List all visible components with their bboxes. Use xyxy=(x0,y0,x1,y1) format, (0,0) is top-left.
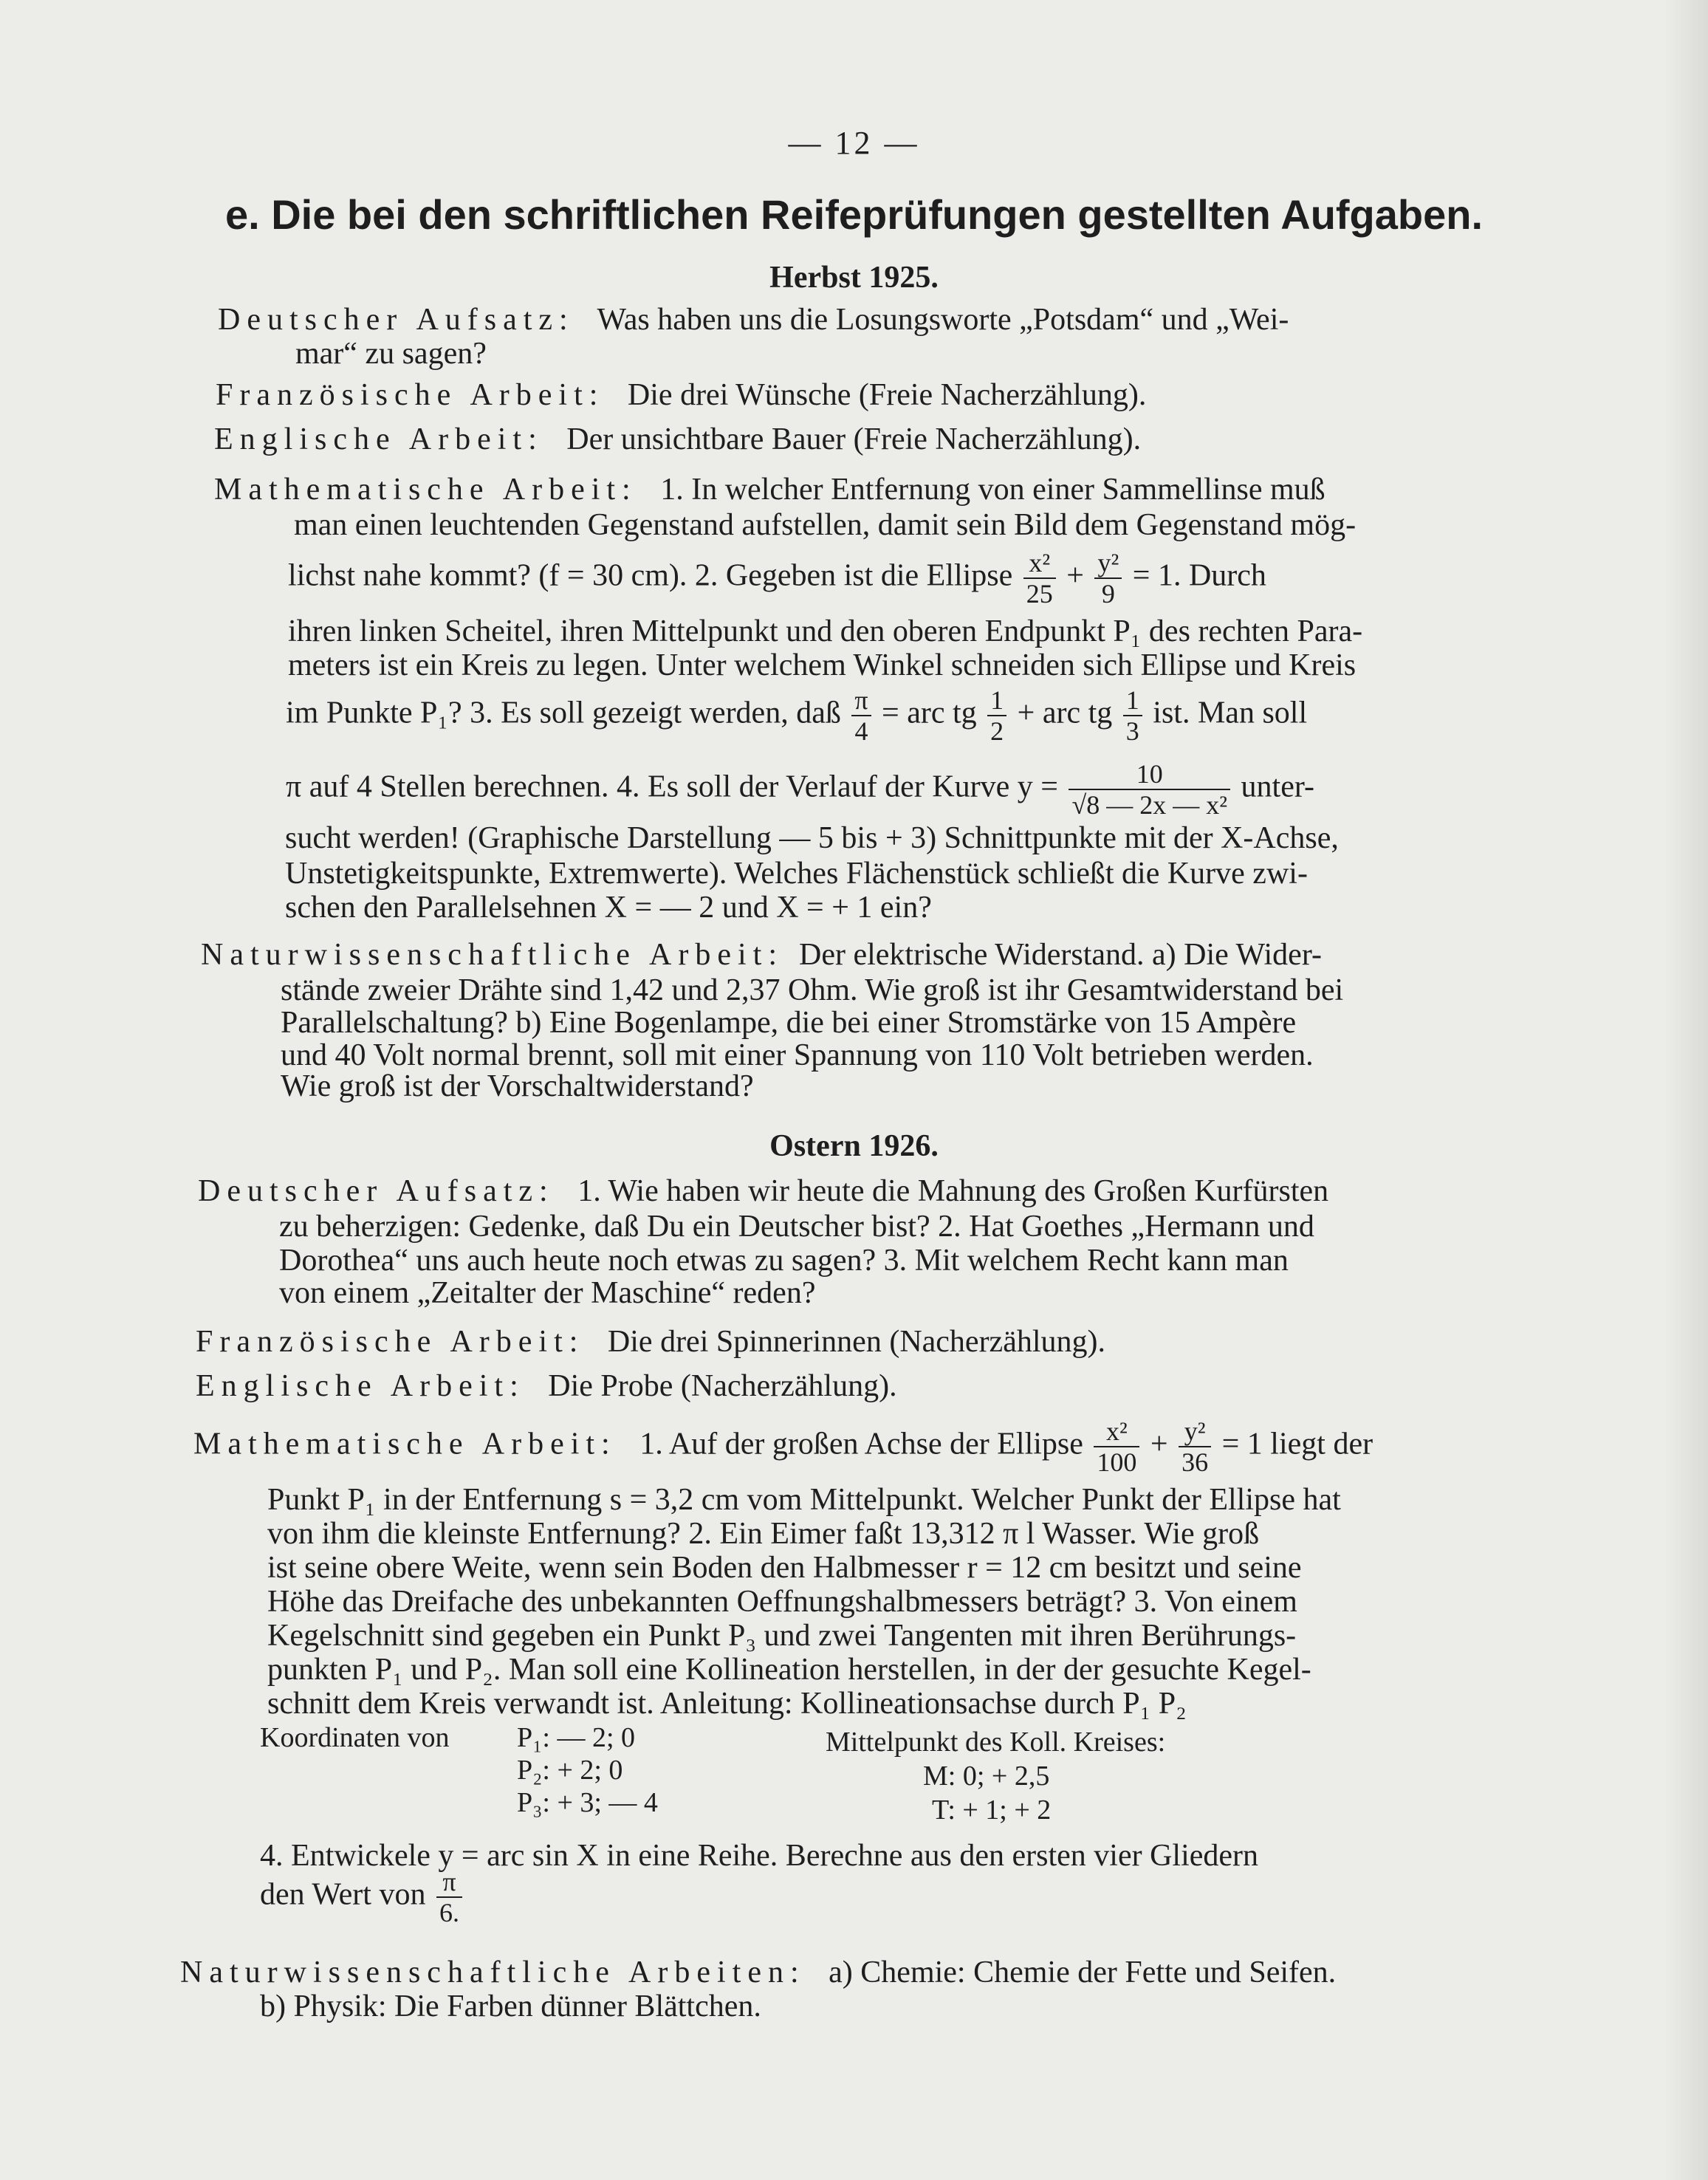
herbst-math-line-2: man einen leuchtenden Gegenstand aufstellen, damit sein Bild dem Gegenstand mög- xyxy=(294,508,1357,542)
text-run: den Wert von xyxy=(260,1877,426,1912)
denominator: 4 xyxy=(851,715,871,744)
ostern-engl xyxy=(196,1369,897,1403)
denominator: 100 xyxy=(1094,1446,1139,1475)
page-number: — 12 — xyxy=(788,125,920,161)
plus-sign: + xyxy=(1066,558,1084,593)
ostern-math xyxy=(193,1418,1373,1475)
page-title: e. Die bei den schriftlichen Reifeprüfungen gestellten Aufgaben. xyxy=(224,191,1484,238)
ostern-franz-label: Französische Arbeit: xyxy=(196,1325,585,1359)
ostern-deutsch-line-3: Dorothea“ uns auch heute noch etwas zu sagen? 3. Mit welchem Recht kann man xyxy=(279,1244,1289,1278)
denominator: 2 xyxy=(987,715,1006,744)
fraction-1-3 xyxy=(1123,687,1142,744)
fraction-y2-9 xyxy=(1094,549,1122,607)
fraction-y2-36 xyxy=(1179,1418,1211,1475)
ostern-engl-text: Die Probe (Nacherzählung). xyxy=(548,1369,897,1403)
fraction-x2-25 xyxy=(1023,549,1056,607)
herbst-nat-line-3: Parallelschaltung? b) Eine Bogenlampe, die bei einer Stromstärke von 15 Ampère xyxy=(281,1006,1297,1040)
herbst-deutsch-label: Deutscher Aufsatz: xyxy=(218,303,575,337)
text-run: ist. Man soll xyxy=(1153,696,1308,730)
ostern-nat-chemie: a) Chemie: Chemie der Fette und Seifen. xyxy=(829,1956,1337,1989)
herbst-deutsch xyxy=(218,303,1289,337)
herbst-deutsch-cont: mar“ zu sagen? xyxy=(295,337,487,371)
herbst-math-line-10: schen den Parallelsehnen X = — 2 und X = + 1 ein? xyxy=(285,891,932,925)
herbst-nat-line-4: und 40 Volt normal brennt, soll mit einer Spannung von 110 Volt betrieben werden. xyxy=(281,1038,1314,1072)
page-edge-shadow xyxy=(1664,0,1708,2180)
herbst-engl-label: Englische Arbeit: xyxy=(214,422,543,456)
koordinaten-label: Koordinaten von xyxy=(260,1722,450,1753)
koord-p3: P₃: + 3; — 4 xyxy=(517,1787,658,1818)
denominator: √8 — 2x — x² xyxy=(1069,789,1230,818)
herbst-math-line-5: meters ist ein Kreis zu legen. Unter welchem Winkel schneiden sich Ellipse und Kreis xyxy=(288,648,1357,682)
fraction-1-2 xyxy=(987,687,1006,744)
herbst-math-line-9: Unstetigkeitspunkte, Extremwerte). Welches Flächenstück schließt die Kurve zwi- xyxy=(285,857,1308,891)
herbst-engl-text: Der unsichtbare Bauer (Freie Nacherzählung). xyxy=(566,422,1142,456)
koord-p1: P₁: — 2; 0 xyxy=(517,1722,635,1753)
herbst-franz xyxy=(216,378,1146,412)
herbst-nat-line-2: stände zweier Drähte sind 1,42 und 2,37 Ohm. Wie groß ist ihr Gesamtwiderstand bei xyxy=(281,973,1344,1007)
herbst-math-line-8: sucht werden! (Graphische Darstellung — 5 bis + 3) Schnittpunkte mit der X-Achse, xyxy=(285,821,1339,855)
numerator: x² xyxy=(1029,548,1051,577)
ostern-deutsch-label: Deutscher Aufsatz: xyxy=(198,1174,555,1208)
text-run: + arc tg xyxy=(1017,696,1113,730)
mittelpunkt-m: M: 0; + 2,5 xyxy=(923,1761,1050,1792)
herbst-nat-label: Naturwissenschaftliche Arbeit: xyxy=(201,938,784,972)
herbst-math-label: Mathematische Arbeit: xyxy=(214,473,637,507)
numerator: π xyxy=(854,685,868,715)
herbst-engl xyxy=(214,422,1141,456)
ostern-math-line-7: punkten P₁ und P₂. Man soll eine Kollineation herstellen, in der der gesuchte Kegel- xyxy=(267,1653,1311,1687)
mittelpunkt-t: T: + 1; + 2 xyxy=(932,1795,1052,1826)
numerator: y² xyxy=(1097,548,1119,577)
text-run: unter- xyxy=(1241,769,1314,804)
denominator: 9 xyxy=(1094,577,1122,607)
herbst-deutsch-text: Was haben uns die Losungsworte „Potsdam“ und „Wei- xyxy=(597,303,1289,337)
denominator: 6. xyxy=(436,1896,462,1926)
koord-p2: P₂: + 2; 0 xyxy=(517,1755,623,1786)
text-run: = 1. Durch xyxy=(1132,558,1266,593)
numerator: y² xyxy=(1184,1416,1206,1446)
fraction-pi-4 xyxy=(851,687,871,744)
fraction-pi-6 xyxy=(436,1868,462,1926)
heading-herbst-1925: Herbst 1925. xyxy=(769,261,939,295)
ostern-deutsch-line-4: von einem „Zeitalter der Maschine“ reden? xyxy=(279,1276,816,1310)
fraction-x2-100 xyxy=(1094,1418,1139,1475)
text-run: 1. Auf der großen Achse der Ellipse xyxy=(639,1427,1083,1461)
ostern-deutsch-line-2: zu beherzigen: Gedenke, daß Du ein Deutscher bist? 2. Hat Goethes „Hermann und xyxy=(279,1210,1314,1244)
numerator: 10 xyxy=(1136,759,1163,789)
denominator: 3 xyxy=(1123,715,1142,744)
ostern-nat-label: Naturwissenschaftliche Arbeiten: xyxy=(180,1956,806,1989)
ostern-franz xyxy=(196,1325,1105,1359)
herbst-nat-line-5: Wie groß ist der Vorschaltwiderstand? xyxy=(281,1069,754,1103)
herbst-franz-text: Die drei Wünsche (Freie Nacherzählung). xyxy=(627,378,1147,412)
denominator: 25 xyxy=(1023,577,1056,607)
text-run: lichst nahe kommt? (f = 30 cm). 2. Gegeben ist die Ellipse xyxy=(288,558,1013,593)
mittelpunkt-label: Mittelpunkt des Koll. Kreises: xyxy=(826,1727,1166,1758)
ostern-math-line-3: von ihm die kleinste Entfernung? 2. Ein Eimer faßt 13,312 π l Wasser. Wie groß xyxy=(267,1517,1260,1551)
text-run: = 1 liegt der xyxy=(1221,1427,1373,1461)
herbst-math-line-6 xyxy=(286,687,1307,744)
herbst-nat-line-1: Der elektrische Widerstand. a) Die Wider- xyxy=(799,938,1322,972)
numerator: 1 xyxy=(1125,685,1139,715)
ostern-math-line-9: 4. Entwickele y = arc sin X in eine Reihe. Berechne aus den ersten vier Gliedern xyxy=(260,1839,1259,1873)
ostern-engl-label: Englische Arbeit: xyxy=(196,1369,525,1403)
herbst-math-line-3 xyxy=(288,549,1266,607)
ostern-deutsch xyxy=(198,1174,1328,1208)
numerator: x² xyxy=(1106,1416,1128,1446)
ostern-math-line-5: Höhe das Dreifache des unbekannten Oeffnungshalbmessers beträgt? 3. Von einem xyxy=(267,1585,1297,1619)
denominator: 36 xyxy=(1179,1446,1211,1475)
herbst-nat xyxy=(201,938,1322,972)
text-run: π auf 4 Stellen berechnen. 4. Es soll der Verlauf der Kurve y = xyxy=(286,769,1058,804)
ostern-math-line-6: Kegelschnitt sind gegeben ein Punkt P₃ und zwei Tangenten mit ihren Berührungs- xyxy=(267,1619,1297,1653)
herbst-franz-label: Französische Arbeit: xyxy=(216,378,605,412)
ostern-math-label: Mathematische Arbeit: xyxy=(193,1427,617,1461)
ostern-nat xyxy=(180,1956,1336,1989)
ostern-franz-text: Die drei Spinnerinnen (Nacherzählung). xyxy=(607,1325,1105,1359)
herbst-math xyxy=(214,473,1325,507)
ostern-nat-physik: b) Physik: Die Farben dünner Blättchen. xyxy=(260,1989,761,2023)
herbst-math-line-4: ihren linken Scheitel, ihren Mittelpunkt und den oberen Endpunkt P₁ des rechten Para- xyxy=(288,614,1363,648)
herbst-math-line-1: 1. In welcher Entfernung von einer Sammellinse muß xyxy=(660,473,1325,507)
ostern-math-line-8: schnitt dem Kreis verwandt ist. Anleitung: Kollineationsachse durch P₁ P₂ xyxy=(267,1687,1187,1721)
ostern-deutsch-line-1: 1. Wie haben wir heute die Mahnung des Großen Kurfürsten xyxy=(577,1174,1329,1208)
text-run: im Punkte P₁? 3. Es soll gezeigt werden, daß xyxy=(286,696,841,730)
ostern-math-line-4: ist seine obere Weite, wenn sein Boden den Halbmesser r = 12 cm besitzt und seine xyxy=(267,1551,1302,1585)
herbst-math-line-7 xyxy=(286,761,1314,818)
numerator: 1 xyxy=(990,685,1004,715)
numerator: π xyxy=(442,1867,456,1896)
ostern-math-line-10 xyxy=(260,1868,465,1926)
ostern-math-line-2: Punkt P₁ in der Entfernung s = 3,2 cm vom Mittelpunkt. Welcher Punkt der Ellipse hat xyxy=(267,1483,1341,1517)
plus-sign: + xyxy=(1150,1427,1168,1461)
text-run: = arc tg xyxy=(882,696,977,730)
fraction-curve xyxy=(1069,761,1230,818)
heading-ostern-1926: Ostern 1926. xyxy=(769,1129,939,1163)
